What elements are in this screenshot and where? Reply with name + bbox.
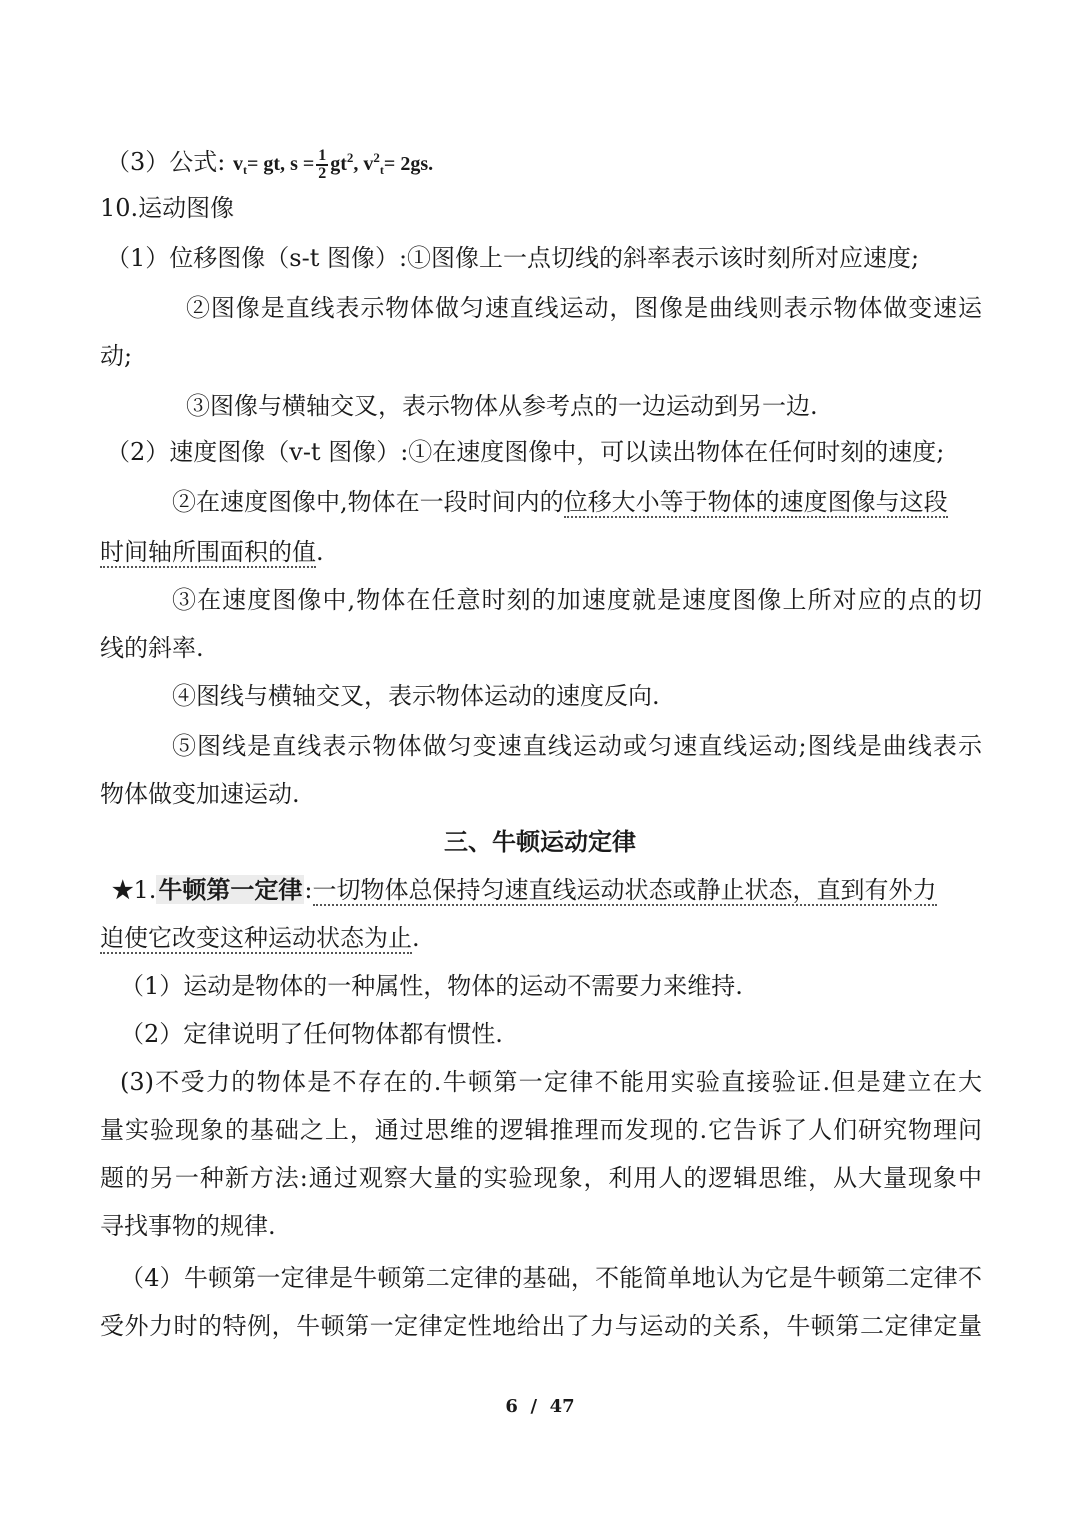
vt-graph-line-1: （2）速度图像（v-t 图像）:①在速度图像中，可以读出物体在任何时刻的速度; [106, 438, 945, 466]
underlined-phrase: 时间轴所围面积的值 [100, 538, 316, 566]
underlined-phrase: 一切物体总保持匀速直线运动状态或静止状态，直到有外力 [312, 876, 937, 904]
st-graph-line-1: （1）位移图像（s-t 图像）:①图像上一点切线的斜率表示该时刻所对应速度; [106, 244, 920, 272]
vt-graph-line-5: 线的斜率. [100, 634, 204, 662]
law1-item-3-line-4: 寻找事物的规律. [100, 1212, 276, 1240]
page-number: 6 / 47 [505, 1396, 575, 1417]
section-10-title: 10.运动图像 [100, 194, 235, 222]
vt-graph-line-6: ④图线与横轴交叉，表示物体运动的速度反向. [172, 682, 660, 710]
vt-graph-line-8: 物体做变加速运动. [100, 780, 300, 808]
vt-graph-line-7: ⑤图线是直线表示物体做匀变速直线运动或匀速直线运动;图线是曲线表示 [172, 732, 982, 760]
st-graph-line-4: ③图像与横轴交叉，表示物体从参考点的一边运动到另一边. [186, 392, 818, 420]
formula-label: （3）公式: [106, 148, 226, 176]
vt-graph-line-2: ②在速度图像中,物体在一段时间内的位移大小等于物体的速度图像与这段 [172, 488, 948, 516]
vt-graph-line-4: ③在速度图像中,物体在任意时刻的加速度就是速度图像上所对应的点的切 [172, 586, 982, 614]
st-graph-line-2: ②图像是直线表示物体做匀速直线运动，图像是曲线则表示物体做变速运 [186, 294, 982, 322]
underlined-phrase: 迫使它改变这种运动状态为止 [100, 924, 412, 952]
section-heading: 三、牛顿运动定律 [444, 827, 636, 856]
star-icon: ★ [112, 875, 134, 904]
law-name: 牛顿第一定律 [158, 875, 303, 904]
law1-item-1: （1）运动是物体的一种属性，物体的运动不需要力来维持. [120, 972, 743, 1000]
fraction: $\frac{1}{2}$ [318, 147, 327, 183]
law1-line-1: ★1.牛顿第一定律:一切物体总保持匀速直线运动状态或静止状态，直到有外力 [112, 875, 937, 904]
kinematics-formula: $v_t=$ gt, s = $\frac{1}{2}$ $gt^2$, $v^2_t= 2gs$. [233, 147, 434, 183]
law1-line-2: 迫使它改变这种运动状态为止. [100, 924, 420, 952]
law1-item-3-line-2: 量实验现象的基础之上，通过思维的逻辑推理而发现的.它告诉了人们研究物理问 [100, 1116, 982, 1144]
underlined-phrase: 位移大小等于物体的速度图像与这段 [563, 488, 948, 516]
vt-graph-line-3: 时间轴所围面积的值. [100, 538, 324, 566]
law1-item-4-line-1: （4）牛顿第一定律是牛顿第二定律的基础，不能简单地认为它是牛顿第二定律不 [120, 1264, 982, 1292]
law1-item-2: （2）定律说明了任何物体都有惯性. [120, 1020, 503, 1048]
law1-item-3-line-1: (3)不受力的物体是不存在的.牛顿第一定律不能用实验直接验证.但是建立在大 [120, 1068, 982, 1096]
formula-line [106, 142, 433, 186]
law1-item-4-line-2: 受外力时的特例，牛顿第一定律定性地给出了力与运动的关系，牛顿第二定律定量 [100, 1312, 982, 1340]
law1-item-3-line-3: 题的另一种新方法:通过观察大量的实验现象，利用人的逻辑思维，从大量现象中 [100, 1164, 982, 1192]
st-graph-line-3: 动; [100, 342, 133, 370]
